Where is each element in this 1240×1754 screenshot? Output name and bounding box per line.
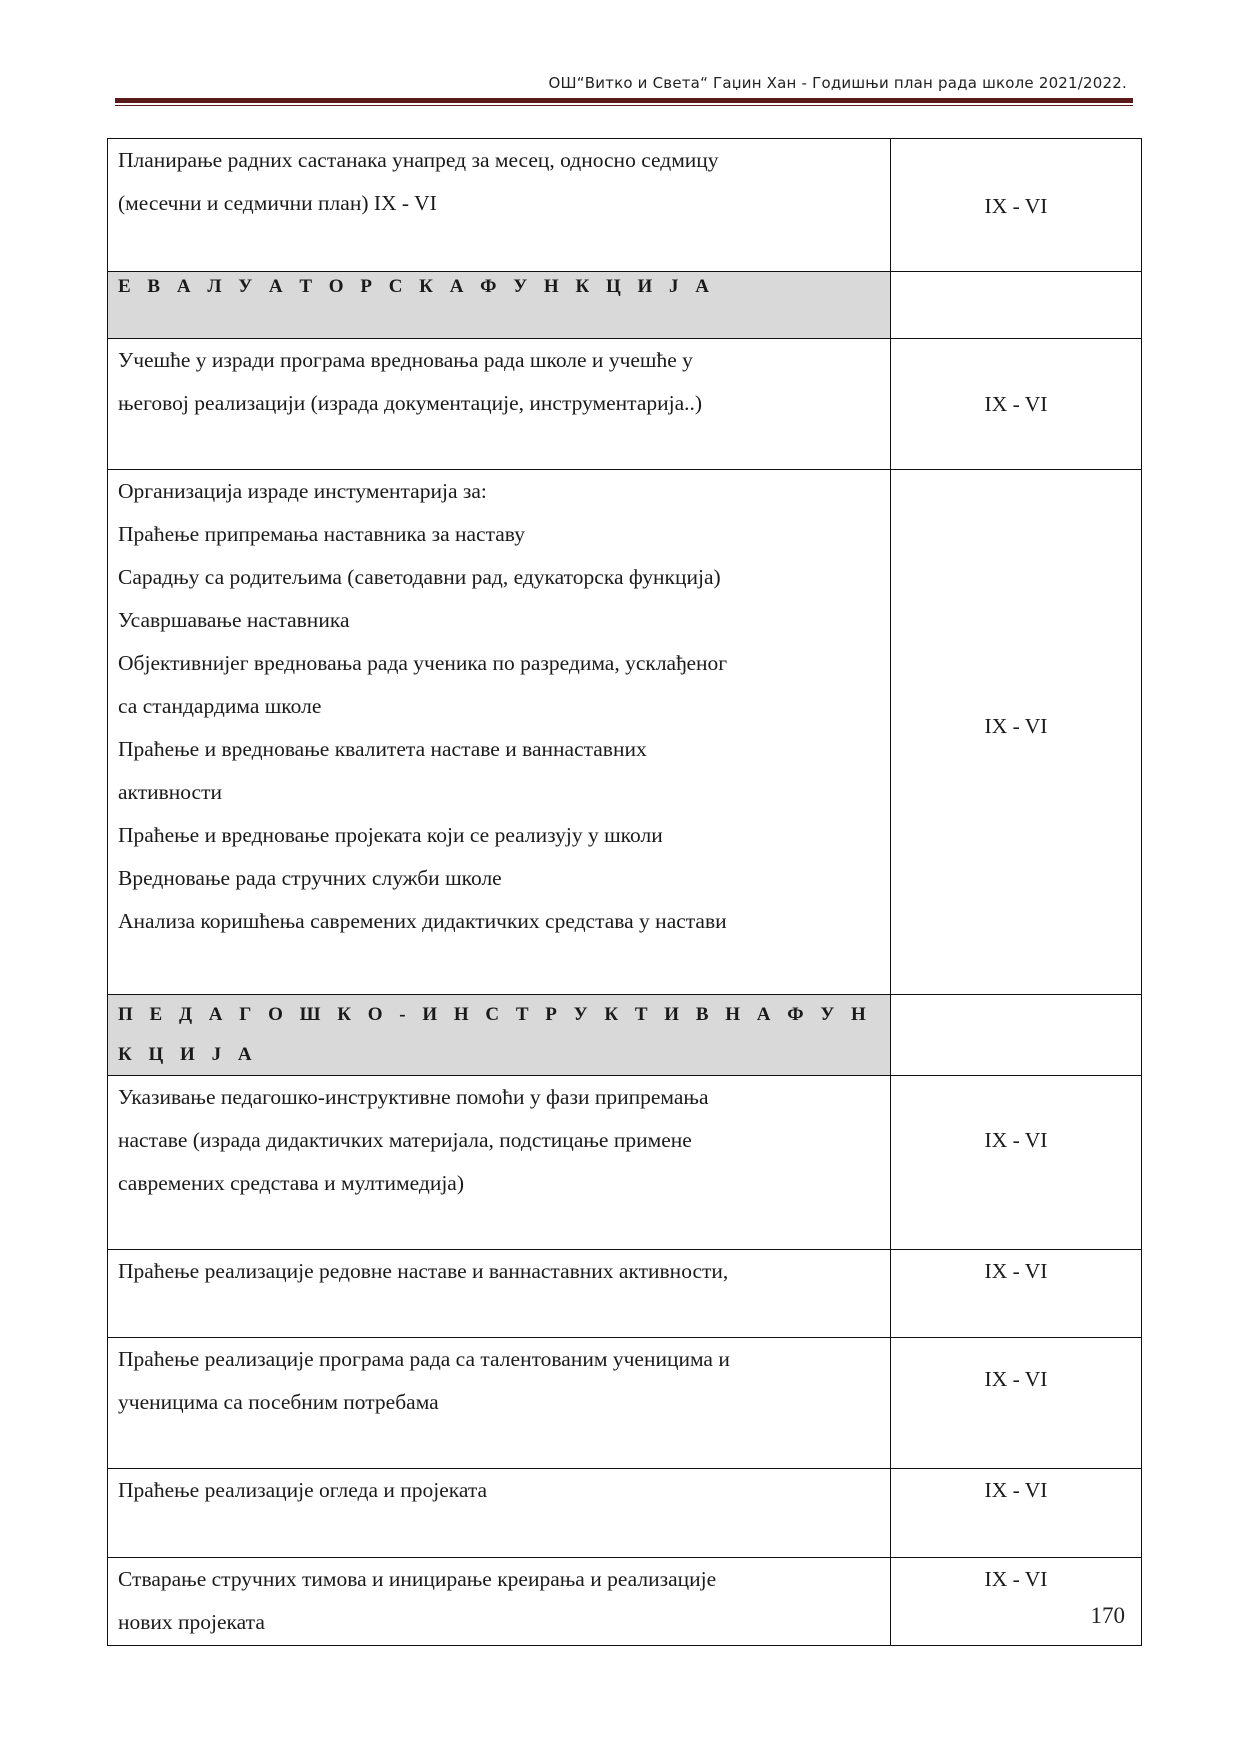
activity-line: Праћење реализације редовне наставе и ваннаставних активности, (118, 1259, 729, 1283)
table-row (108, 339, 1142, 470)
activity-cell (108, 339, 891, 470)
activity-line: Вредновање рада стручних служби школе (118, 866, 502, 890)
activity-line: Праћење припремања наставника за наставу (118, 522, 525, 546)
work-plan-table (107, 138, 1142, 1646)
activity-cell (108, 139, 891, 272)
table-row (108, 470, 1142, 995)
activity-line: Усавршавање наставника (118, 608, 350, 632)
activity-line: Праћење реализације програма рада са талентованим ученицима и (118, 1347, 730, 1371)
activity-line: ученицима са посебним потребама (118, 1390, 439, 1414)
term-cell: IX - VI (891, 1338, 1142, 1469)
term-cell: IX - VI (891, 139, 1142, 272)
table-row (108, 1469, 1142, 1558)
activity-line: Објективнијег вредновања рада ученика по разредима, усклађеног (118, 651, 728, 675)
activity-line: Праћење и вредновање квалитета наставе и ваннаставних (118, 737, 647, 761)
activity-cell (108, 1338, 891, 1469)
table-row (108, 139, 1142, 272)
page-header-title: ОШ“Витко и Света“ Гаџин Хан - Годишњи план рада школе 2021/2022. (548, 74, 1127, 92)
section-term-cell (891, 995, 1142, 1076)
activity-line: Стварање стручних тимова и иницирање креирања и реализације (118, 1567, 717, 1591)
table-row (108, 1076, 1142, 1250)
term-cell: IX - VI (891, 1076, 1142, 1250)
table-row (108, 1338, 1142, 1469)
activity-cell (108, 1558, 891, 1646)
section-title-pedagosko-instruktivna: П Е Д А Г О Ш К О - И Н С Т Р У К Т И В Н А Ф У Н К Ц И Ј А (108, 995, 891, 1076)
page-number: 170 (1090, 1603, 1125, 1628)
activity-cell (108, 470, 891, 995)
activity-line: Праћење и вредновање пројеката који се реализују у школи (118, 823, 663, 847)
section-header-row (108, 995, 1142, 1076)
activity-cell (108, 1250, 891, 1338)
activity-line: Учешће у изради програма вредновања рада школе и учешће у (118, 348, 693, 372)
activity-line: Сарадњу са родитељима (саветодавни рад, едукаторска функција) (118, 565, 721, 589)
term-cell: IX - VI (891, 339, 1142, 470)
activity-line: Планирање радних састанака унапред за месец, односно седмицу (118, 148, 719, 172)
term-cell: IX - VI (891, 1469, 1142, 1558)
activity-line: (месечни и седмични план) IX - VI (118, 191, 437, 215)
table-row (108, 1250, 1142, 1338)
term-cell: IX - VI (891, 470, 1142, 995)
section-header-row (108, 272, 1142, 339)
activity-line: са стандардима школе (118, 694, 322, 718)
activity-line: Указивање педагошко-инструктивне помоћи у фази припремања (118, 1085, 709, 1109)
term-cell: IX - VI (891, 1558, 1142, 1646)
activity-cell (108, 1076, 891, 1250)
section-term-cell (891, 272, 1142, 339)
section-title-evaluatorska: Е В А Л У А Т О Р С К А Ф У Н К Ц И Ј А (108, 272, 891, 339)
activity-line: Праћење реализације огледа и пројеката (118, 1478, 488, 1502)
term-cell: IX - VI (891, 1250, 1142, 1338)
activity-line: активности (118, 780, 222, 804)
activity-line: наставе (израда дидактичких материјала, подстицање примене (118, 1128, 692, 1152)
activity-cell (108, 1469, 891, 1558)
activity-line: савремених средстава и мултимедија) (118, 1171, 465, 1195)
activity-line: Организација израде инстументарија за: (118, 479, 487, 503)
table-row (108, 1558, 1142, 1646)
activity-line: нових пројеката (118, 1610, 265, 1634)
activity-line: Анализа коришћења савремених дидактичких средстава у настави (118, 909, 727, 933)
activity-line: његовој реализацији (израда документације, инструментарија..) (118, 391, 703, 415)
